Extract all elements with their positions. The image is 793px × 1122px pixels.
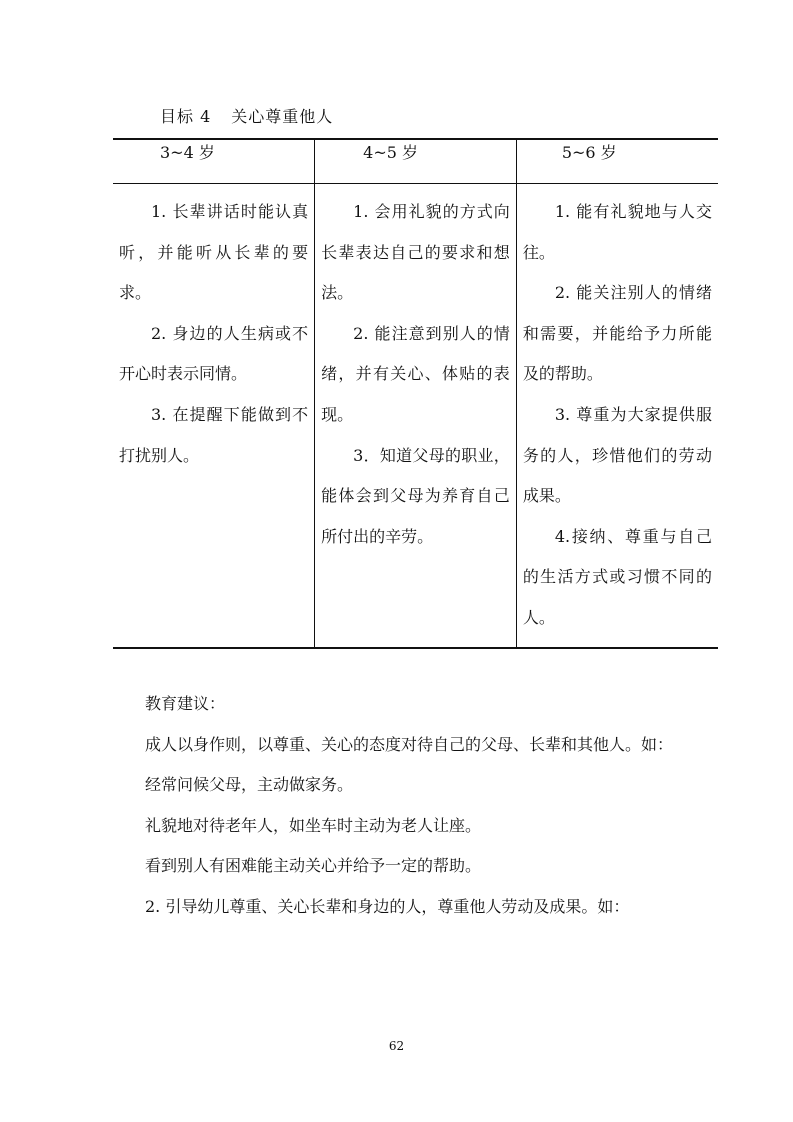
list-item: 2. 能关注别人的情绪和需要，并能给予力所能及的帮助。 [522,283,712,384]
header-age-3-4: 3~4 岁 [113,139,315,184]
goal-title [160,104,333,127]
list-item: 3. 尊重为大家提供服务的人，珍惜他们的劳动成果。 [522,404,712,506]
education-advice [113,684,693,928]
header-age-5-6: 5~6 岁 [516,139,718,184]
list-item: 3. 在提醒下能做到不打扰别人。 [119,404,309,465]
list-item: 2. 能注意到别人的情绪，并有关心、体贴的表现。 [321,323,510,424]
advice-paragraph: 礼貌地对待老年人，如坐车时主动为老人让座。 [145,815,482,835]
advice-heading: 教育建议： [145,694,226,713]
list-item: 1. 会用礼貌的方式向长辈表达自己的要求和想法。 [321,202,510,303]
table-header-row [113,139,718,184]
list-item: 4.接纳、尊重与自己的生活方式或习惯不同的人。 [522,526,712,627]
page-number: 62 [388,1039,405,1053]
list-item: 3．知道父母的职业，能体会到父母为养育自己所付出的辛劳。 [321,445,510,546]
goal-text: 关心尊重他人 [231,107,334,126]
goal-table [113,138,718,649]
cell-age-3-4 [113,184,315,648]
advice-paragraph: 成人以身作则，以尊重、关心的态度对待自己的父母、长辈和其他人。如： [145,734,674,754]
list-item: 1. 能有礼貌地与人交往。 [522,202,712,262]
list-item: 1. 长辈讲话时能认真听，并能听从长辈的要求。 [119,202,309,303]
advice-paragraph: 经常问候父母，主动做家务。 [145,775,354,795]
header-age-4-5: 4~5 岁 [315,139,517,184]
list-item: 2. 身边的人生病或不开心时表示同情。 [119,323,309,384]
advice-paragraph: 看到别人有困难能主动关心并给予一定的帮助。 [145,856,482,876]
cell-age-5-6 [516,184,718,648]
advice-paragraph: 2. 引导幼儿尊重、关心长辈和身边的人，尊重他人劳动及成果。如： [145,896,630,916]
cell-age-4-5 [315,184,517,648]
table-row [113,184,718,648]
goal-label: 目标 4 [160,107,212,126]
